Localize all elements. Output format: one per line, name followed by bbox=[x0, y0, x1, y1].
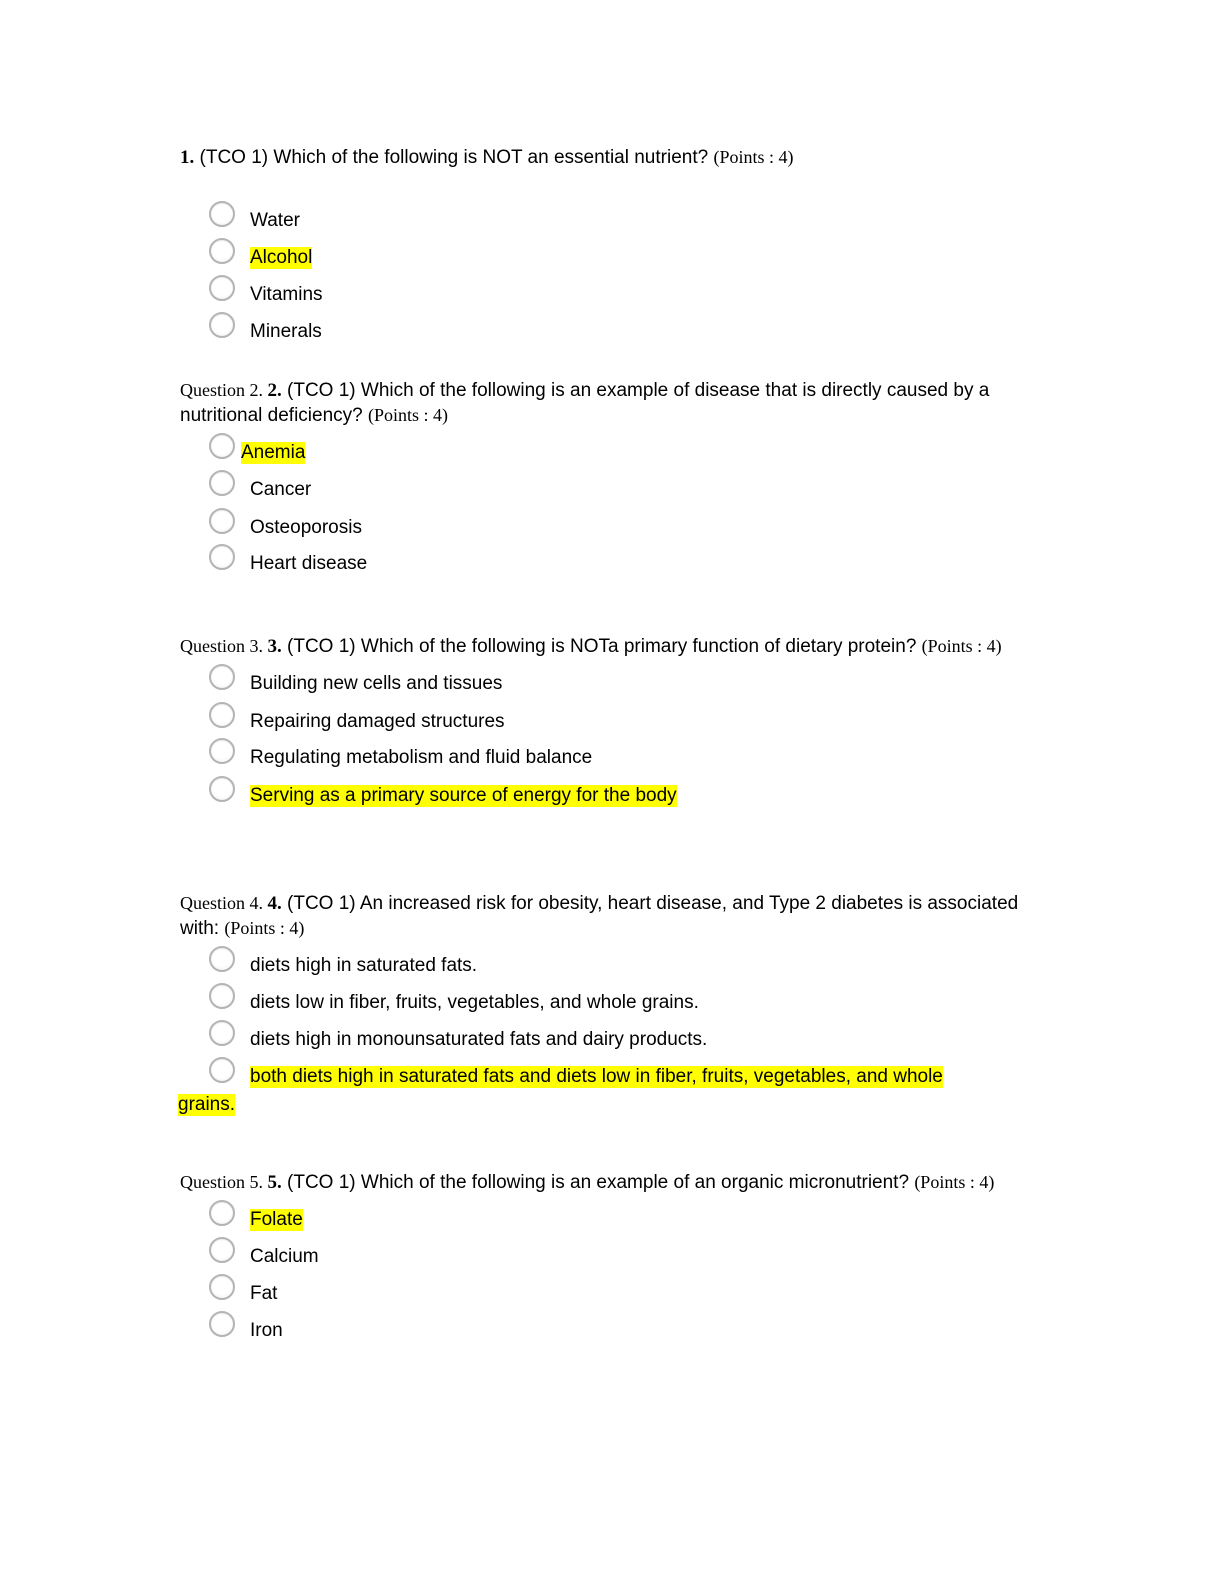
question-stem: (TCO 1) Which of the following is NOT an essential nutrient? bbox=[194, 147, 714, 168]
question-prefix: Question 5. bbox=[180, 1172, 268, 1192]
question-number: 4. bbox=[267, 893, 282, 914]
question-points: (Points : 4) bbox=[713, 147, 794, 167]
question-number: 1. bbox=[180, 147, 195, 168]
question-1 bbox=[180, 145, 1040, 342]
answer-label: Minerals bbox=[250, 321, 322, 342]
question-points: (Points : 4) bbox=[914, 1172, 995, 1192]
question-4 bbox=[178, 891, 1040, 1115]
radio-button[interactable] bbox=[209, 946, 235, 972]
radio-button[interactable] bbox=[209, 664, 235, 690]
question-5-text bbox=[180, 1170, 1040, 1195]
question-3-text bbox=[180, 634, 1040, 659]
radio-button[interactable] bbox=[209, 544, 235, 570]
answer-label: Calcium bbox=[250, 1246, 319, 1267]
answer-label-highlighted: Serving as a primary source of energy for the body bbox=[250, 785, 677, 806]
radio-button[interactable] bbox=[209, 983, 235, 1009]
question-number: 3. bbox=[267, 636, 282, 657]
radio-button[interactable] bbox=[209, 1200, 235, 1226]
answer-label: diets high in monounsaturated fats and dairy products. bbox=[250, 1029, 708, 1050]
answer-label: Repairing damaged structures bbox=[250, 711, 505, 732]
radio-button[interactable] bbox=[209, 1274, 235, 1300]
answer-label-highlighted: Folate bbox=[250, 1209, 303, 1230]
radio-button[interactable] bbox=[209, 776, 235, 802]
radio-button[interactable] bbox=[209, 1020, 235, 1046]
question-points: (Points : 4) bbox=[224, 918, 305, 938]
question-2 bbox=[180, 378, 1040, 574]
question-prefix: Question 2. bbox=[180, 380, 268, 400]
question-points: (Points : 4) bbox=[921, 636, 1002, 656]
question-points: (Points : 4) bbox=[368, 405, 449, 425]
answer-label: Iron bbox=[250, 1320, 283, 1341]
answer-label: Water bbox=[250, 210, 300, 231]
radio-button[interactable] bbox=[209, 1237, 235, 1263]
radio-button[interactable] bbox=[209, 201, 235, 227]
question-4-text bbox=[180, 891, 1040, 941]
radio-button[interactable] bbox=[209, 1311, 235, 1337]
question-stem: (TCO 1) Which of the following is NOTa primary function of dietary protein? bbox=[281, 636, 922, 657]
answer-label-highlighted: both diets high in saturated fats and diets low in fiber, fruits, vegetables, and whole bbox=[250, 1066, 943, 1087]
answer-label-highlighted: Alcohol bbox=[250, 247, 313, 268]
radio-button[interactable] bbox=[209, 275, 235, 301]
answer-label: Building new cells and tissues bbox=[250, 673, 503, 694]
answer-label: Vitamins bbox=[250, 284, 323, 305]
answer-label: diets high in saturated fats. bbox=[250, 955, 478, 976]
answer-label-continuation: grains. bbox=[178, 1094, 236, 1115]
question-number: 5. bbox=[267, 1172, 282, 1193]
question-stem: (TCO 1) Which of the following is an example of an organic micronutrient? bbox=[281, 1172, 915, 1193]
answer-label-highlighted: Anemia bbox=[241, 442, 306, 463]
question-stem: (TCO 1) An increased risk for obesity, heart disease, and Type 2 diabetes is associated with: bbox=[180, 893, 1019, 939]
answer-label: Regulating metabolism and fluid balance bbox=[250, 747, 593, 768]
question-prefix: Question 4. bbox=[180, 893, 268, 913]
question-1-text bbox=[180, 145, 1040, 170]
answer-label: Fat bbox=[250, 1283, 278, 1304]
radio-button[interactable] bbox=[209, 312, 235, 338]
answer-label: Osteoporosis bbox=[250, 517, 362, 538]
question-stem: (TCO 1) Which of the following is an example of disease that is directly caused by a nutritional deficiency? bbox=[180, 380, 990, 426]
radio-button[interactable] bbox=[209, 702, 235, 728]
answer-label: Cancer bbox=[250, 479, 312, 500]
radio-button[interactable] bbox=[209, 508, 235, 534]
question-5 bbox=[180, 1170, 1040, 1341]
radio-button[interactable] bbox=[209, 238, 235, 264]
answer-label: Heart disease bbox=[250, 553, 368, 574]
radio-button[interactable] bbox=[209, 738, 235, 764]
question-number: 2. bbox=[267, 380, 282, 401]
radio-button[interactable] bbox=[209, 433, 235, 459]
answer-label: diets low in fiber, fruits, vegetables, and whole grains. bbox=[250, 992, 699, 1013]
question-2-text bbox=[180, 378, 1040, 428]
question-prefix: Question 3. bbox=[180, 636, 268, 656]
radio-button[interactable] bbox=[209, 1057, 235, 1083]
question-3 bbox=[180, 634, 1040, 806]
radio-button[interactable] bbox=[209, 470, 235, 496]
